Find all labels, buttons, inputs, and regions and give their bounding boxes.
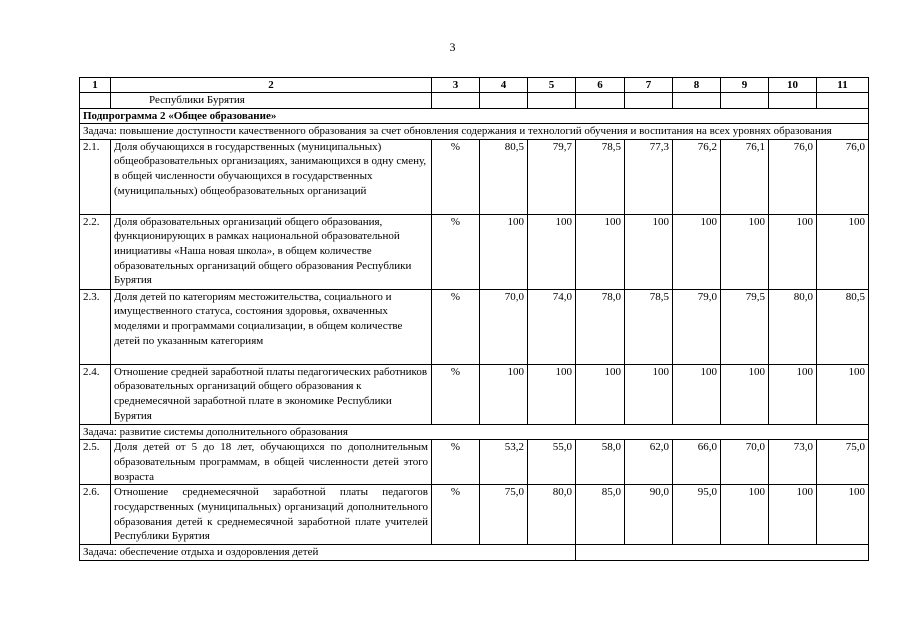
header-row (80, 78, 869, 93)
value-cell: 100 (721, 364, 769, 424)
value-cell: 53,2 (480, 440, 528, 485)
value-cell: 100 (769, 364, 817, 424)
value-cell: 78,5 (576, 139, 625, 214)
value-cell: 78,5 (625, 289, 673, 364)
row-number: 2.4. (80, 364, 111, 424)
value-cell: 79,7 (528, 139, 576, 214)
value-cell: 80,0 (528, 485, 576, 545)
value-cell: 76,2 (673, 139, 721, 214)
header-cell: 9 (721, 78, 769, 93)
task-text: Задача: развитие системы дополнительного образования (80, 424, 869, 440)
value-cell: 100 (576, 364, 625, 424)
table-row (80, 93, 869, 109)
row-number: 2.2. (80, 214, 111, 289)
value-cell: 100 (673, 214, 721, 289)
header-cell: 2 (111, 78, 432, 93)
value-cell: 100 (817, 364, 869, 424)
value-cell: 85,0 (576, 485, 625, 545)
subprogram-title: Подпрограмма 2 «Общее образование» (80, 108, 869, 124)
value-cell: 80,0 (769, 289, 817, 364)
row-number: 2.6. (80, 485, 111, 545)
indicator-block-1 (80, 139, 869, 424)
header-cell: 5 (528, 78, 576, 93)
header-cell: 6 (576, 78, 625, 93)
value-cell: 100 (721, 214, 769, 289)
value-cell: 58,0 (576, 440, 625, 485)
indicator-description: Отношение средней заработной платы педагогических работников образовательных организаций общего образования к среднемесячной заработной плате в экономике Республики Бурятия (111, 364, 432, 424)
value-cell: 75,0 (480, 485, 528, 545)
header-cell: 11 (817, 78, 869, 93)
header-cell: 10 (769, 78, 817, 93)
task-row (80, 124, 869, 140)
value-cell: 77,3 (625, 139, 673, 214)
unit-cell: % (432, 139, 480, 214)
value-cell: 79,0 (673, 289, 721, 364)
table-row (80, 289, 869, 364)
value-cell: 70,0 (480, 289, 528, 364)
indicator-description: Доля образовательных организаций общего образования, функционирующих в рамках национальной образовательной инициативы «Наша новая школа», в общем количестве образовательных организаций общего образования Республики Бурятия (111, 214, 432, 289)
task-row (80, 424, 869, 440)
table-row (80, 485, 869, 545)
value-cell: 76,1 (721, 139, 769, 214)
value-cell: 78,0 (576, 289, 625, 364)
header-cell: 7 (625, 78, 673, 93)
value-cell: 80,5 (817, 289, 869, 364)
indicator-description: Доля обучающихся в государственных (муниципальных) общеобразовательных организациях, занимающихся в одну смену, в общей численности обучающихся в государственных (муниципальных) общеобразовательных организаций (111, 139, 432, 214)
value-cell: 100 (480, 214, 528, 289)
unit-cell: % (432, 485, 480, 545)
header-cell: 3 (432, 78, 480, 93)
value-cell: 100 (817, 485, 869, 545)
value-cell: 62,0 (625, 440, 673, 485)
unit-cell: % (432, 364, 480, 424)
value-cell: 100 (817, 214, 869, 289)
value-cell: 95,0 (673, 485, 721, 545)
value-cell: 100 (528, 364, 576, 424)
header-cell: 8 (673, 78, 721, 93)
indicator-description: Доля детей от 5 до 18 лет, обучающихся по дополнительным образовательным программам, в общей численности детей этого возраста (111, 440, 432, 485)
table-row (80, 440, 869, 485)
task-row (80, 545, 869, 561)
row-number: 2.5. (80, 440, 111, 485)
table-row (80, 364, 869, 424)
value-cell: 74,0 (528, 289, 576, 364)
value-cell: 100 (769, 214, 817, 289)
value-cell: 66,0 (673, 440, 721, 485)
task-text: Задача: повышение доступности качественного образования за счет обновления содержания и технологий обучения и воспитания на всех уровнях образования (80, 124, 869, 140)
row-number: 2.1. (80, 139, 111, 214)
value-cell: 80,5 (480, 139, 528, 214)
value-cell: 73,0 (769, 440, 817, 485)
table-row (80, 214, 869, 289)
row-number: 2.3. (80, 289, 111, 364)
value-cell: 100 (528, 214, 576, 289)
value-cell: 75,0 (817, 440, 869, 485)
value-cell: 100 (673, 364, 721, 424)
value-cell: 76,0 (769, 139, 817, 214)
region-cell: Республики Бурятия (111, 93, 432, 109)
unit-cell: % (432, 289, 480, 364)
value-cell: 90,0 (625, 485, 673, 545)
value-cell: 100 (625, 364, 673, 424)
page-number: 3 (449, 40, 456, 54)
value-cell: 100 (625, 214, 673, 289)
header-cell: 1 (80, 78, 111, 93)
unit-cell: % (432, 440, 480, 485)
value-cell: 79,5 (721, 289, 769, 364)
task-text: Задача: обеспечение отдыха и оздоровления детей (80, 545, 576, 561)
value-cell: 70,0 (721, 440, 769, 485)
indicator-description: Отношение среднемесячной заработной платы педагогов государственных (муниципальных) организаций дополнительного образования детей к среднемесячной заработной плате учителей Республики Бурятия (111, 485, 432, 545)
indicator-description: Доля детей по категориям местожительства, социального и имущественного статуса, состояния здоровья, охваченных моделями и программами социализации, в общем количестве детей по указанным категориям (111, 289, 432, 364)
header-cell: 4 (480, 78, 528, 93)
value-cell: 100 (769, 485, 817, 545)
table-row (80, 139, 869, 214)
value-cell: 55,0 (528, 440, 576, 485)
value-cell: 100 (480, 364, 528, 424)
subprogram-row (80, 108, 869, 124)
unit-cell: % (432, 214, 480, 289)
value-cell: 100 (576, 214, 625, 289)
value-cell: 76,0 (817, 139, 869, 214)
indicator-block-2 (80, 440, 869, 545)
value-cell: 100 (721, 485, 769, 545)
indicators-table (79, 77, 869, 561)
